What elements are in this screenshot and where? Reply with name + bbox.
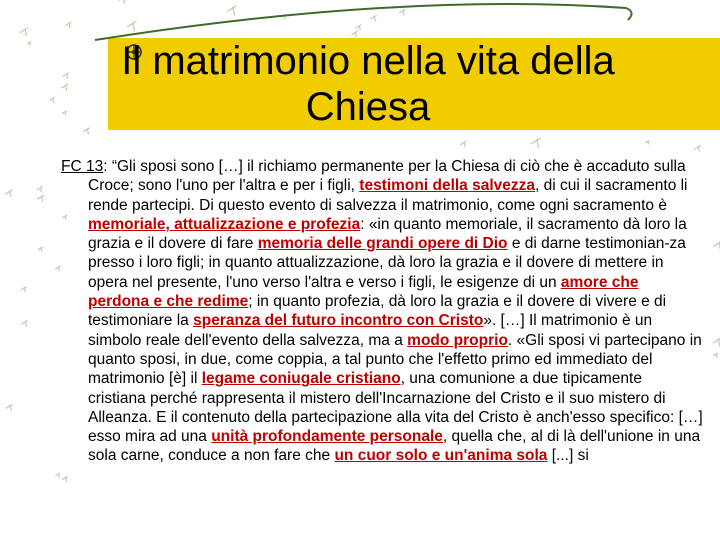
pattern-mark	[531, 138, 541, 148]
pattern-mark	[62, 476, 68, 482]
pattern-mark	[460, 141, 466, 147]
pattern-mark	[61, 84, 68, 91]
highlighted-phrase: memoria delle grandi opere di Dio	[257, 235, 508, 253]
text-segment: ». […] Il matrimonio è un simbolo reale dell'evento della salvezza, ma a	[88, 312, 653, 349]
pattern-mark	[21, 286, 27, 292]
pattern-mark	[55, 266, 60, 271]
reference-label: FC 13	[61, 158, 104, 175]
highlighted-phrase: speranza del futuro incontro con Cristo	[193, 312, 484, 330]
pattern-mark	[62, 111, 67, 116]
highlighted-phrase: legame coniugale cristiano	[201, 370, 401, 388]
slide-title: Il matrimonio nella vita della Chiesa	[121, 39, 615, 129]
highlighted-phrase: memoriale, attualizzazione e profezia	[88, 215, 361, 233]
pattern-mark	[37, 186, 43, 192]
highlighted-phrase: testimoni della salvezza	[359, 177, 536, 195]
text-segment: : “Gli sposi sono […] il richiamo permanente per la Chiesa di ciò che è accaduto sulla Croce; sono l'uno per l'altra e per i figli,	[88, 158, 686, 195]
pattern-mark	[645, 140, 649, 144]
text-segment: ; in quanto profezia, dà loro la grazia e il dovere di vivere e di testimoniare la	[88, 293, 667, 330]
text-segment: . «Gli sposi vi partecipano in quanto sposi, in due, come coppia, a tal punto che l'effetto primo ed immediato del matrimonio [è] il	[88, 331, 702, 388]
pattern-mark	[56, 473, 60, 477]
pattern-mark	[713, 338, 720, 347]
text-segment: : «in quanto memoriale, il sacramento dà loro la grazia e il dovere di fare	[88, 215, 687, 253]
highlighted-phrase: un cuor solo e un'anima sola	[334, 447, 548, 465]
pattern-mark	[37, 195, 44, 202]
highlighted-phrase: modo proprio	[407, 331, 508, 349]
pattern-mark	[695, 145, 701, 151]
body-segments	[88, 158, 703, 464]
pattern-mark	[38, 247, 43, 252]
pattern-mark	[49, 97, 55, 103]
pattern-mark	[62, 215, 67, 220]
text-segment: e di darne testimonian-za presso i loro figli; in quanto attualizzazione, dà loro la grazia e il dovere di mettere in opera nel presente, l'uno verso l'altra e verso i figli, le esigenze di un	[88, 235, 686, 291]
pattern-mark	[5, 190, 13, 198]
body-paragraph	[61, 157, 703, 466]
text-segment: , quella che, al di là dell'unione in una sola carne, conduce a non fare che	[88, 428, 701, 465]
text-segment: [...] si	[547, 447, 589, 465]
pattern-mark	[713, 241, 720, 250]
pattern-mark	[6, 404, 13, 411]
highlighted-phrase: unità profondamente personale	[211, 428, 443, 446]
highlighted-phrase: amore che perdona e che redime	[88, 273, 639, 311]
pattern-mark	[83, 128, 90, 135]
pattern-mark	[713, 353, 718, 358]
pattern-mark	[63, 73, 69, 79]
text-segment: , di cui il sacramento li rende partecipi. Di questo evento di salvezza il matrimonio, come ogni sacramento è	[88, 177, 688, 214]
pattern-mark	[21, 320, 28, 327]
text-segment: , una comunione a due tipicamente cristiana perché rappresenta il mistero dell'Incarnazione del Cristo e il suo mistero di Alleanza. E il contenuto della partecipazione alla vita del Cristo è anch'esso specifico: […] esso mira ad una	[88, 370, 703, 446]
